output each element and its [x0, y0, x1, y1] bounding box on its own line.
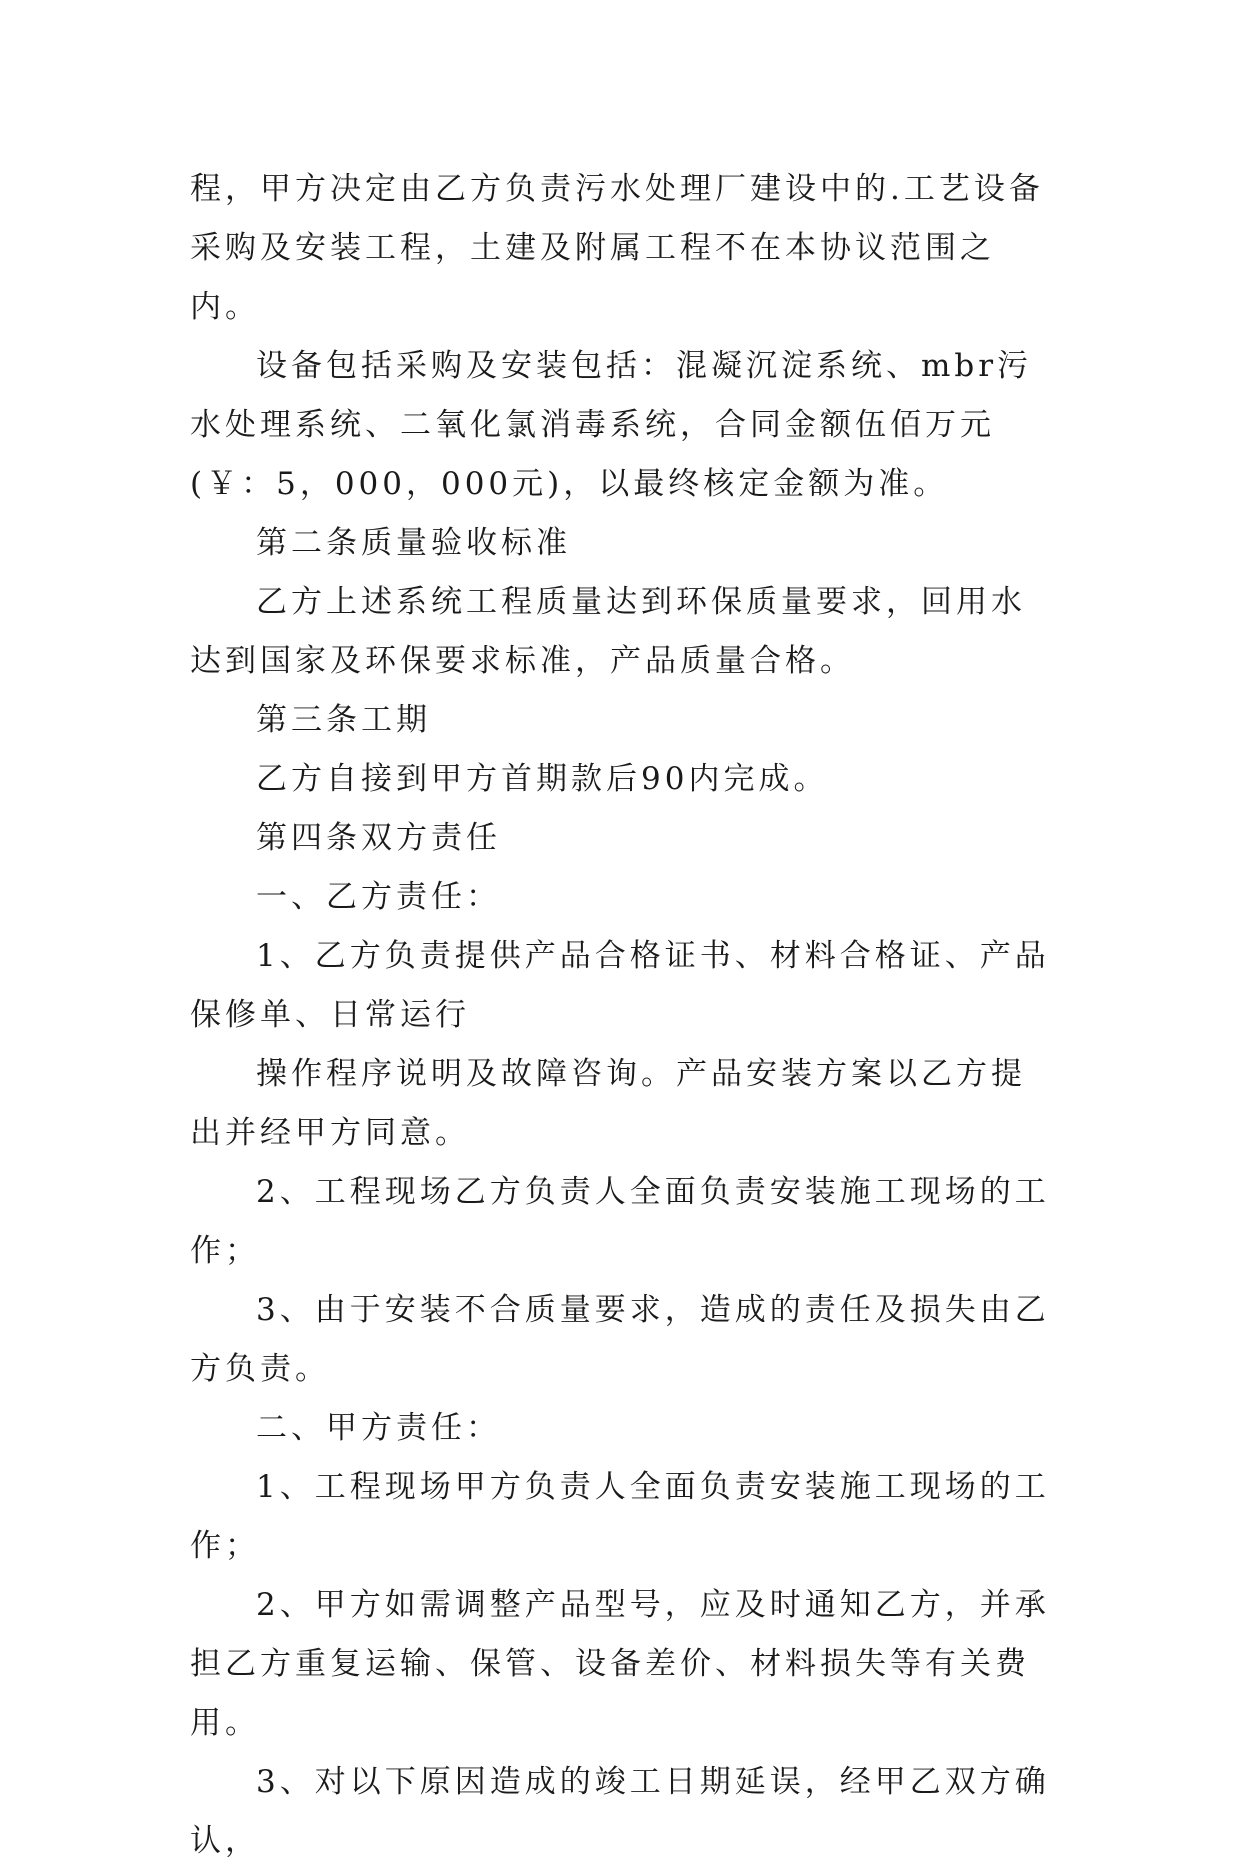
list-item: 3、对以下原因造成的竣工日期延误，经甲乙双方确认，	[190, 1764, 1050, 1859]
list-item: 2、甲方如需调整产品型号，应及时通知乙方，并承担乙方重复运输、保管、设备差价、材料损失等有关费用。	[190, 1587, 1050, 1741]
list-item: 1、乙方负责提供产品合格证书、材料合格证、产品保修单、日常运行	[190, 938, 1050, 1033]
section-heading: 第三条工期	[256, 702, 431, 738]
list-item: 1、工程现场甲方负责人全面负责安装施工现场的工作；	[190, 1469, 1050, 1564]
paragraph: 乙方自接到甲方首期款后90内完成。	[256, 761, 829, 797]
section-heading: 第四条双方责任	[256, 820, 501, 856]
paragraph: 程，甲方决定由乙方负责污水处理厂建设中的.工艺设备采购及安装工程，土建及附属工程不在本协议范围之内。	[190, 171, 1044, 325]
subsection-heading: 二、甲方责任：	[256, 1410, 501, 1446]
subsection-heading: 一、乙方责任：	[256, 879, 501, 915]
list-item: 2、工程现场乙方负责人全面负责安装施工现场的工作；	[190, 1174, 1050, 1269]
section-heading: 第二条质量验收标准	[256, 525, 571, 561]
paragraph: 乙方上述系统工程质量达到环保质量要求，回用水达到国家及环保要求标准，产品质量合格。	[190, 584, 1026, 679]
paragraph: 操作程序说明及故障咨询。产品安装方案以乙方提出并经甲方同意。	[190, 1056, 1026, 1151]
paragraph: 设备包括采购及安装包括：混凝沉淀系统、mbr污水处理系统、二氧化氯消毒系统，合同金额伍佰万元(￥：5，000，000元)，以最终核定金额为准。	[190, 348, 1033, 502]
document-body	[190, 160, 1050, 1871]
list-item: 3、由于安装不合质量要求，造成的责任及损失由乙方负责。	[190, 1292, 1050, 1387]
